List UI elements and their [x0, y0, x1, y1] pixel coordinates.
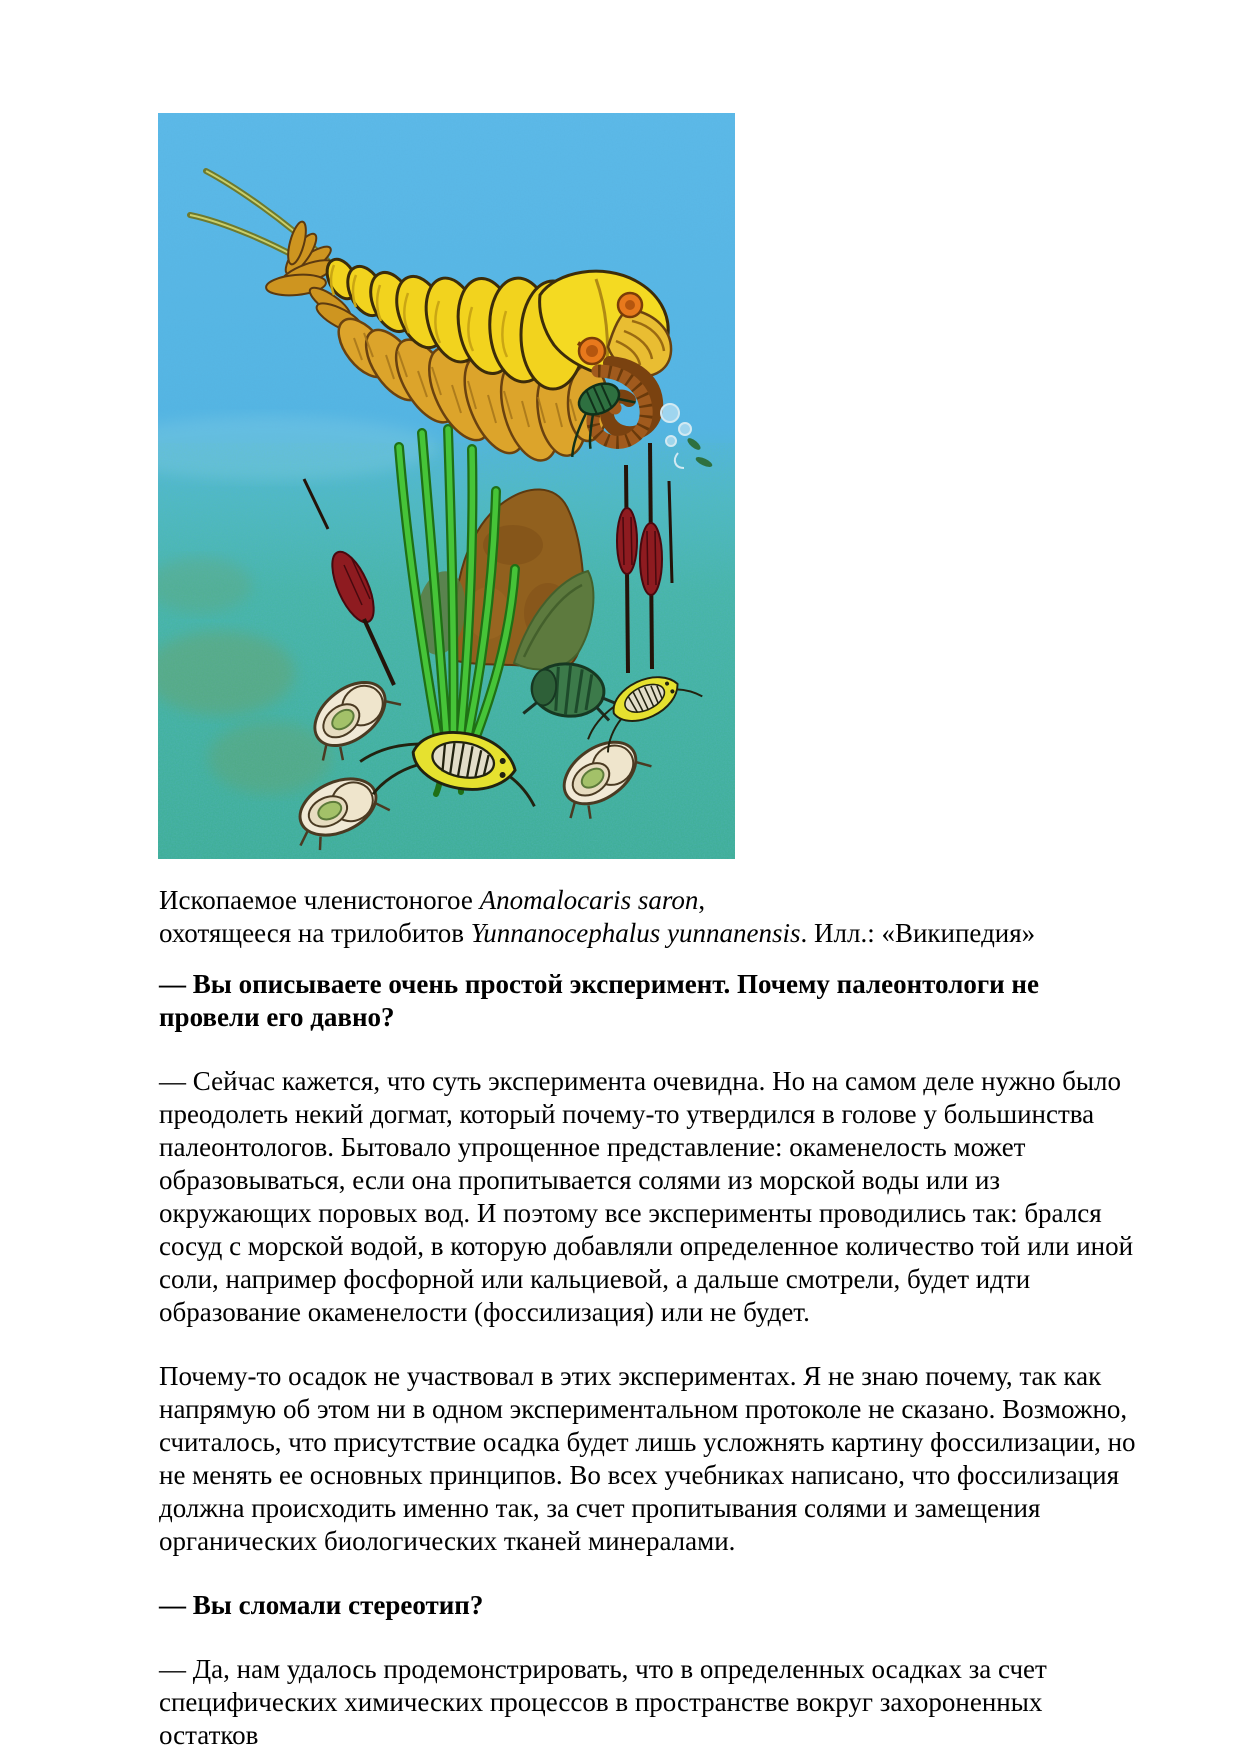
article-body — [159, 968, 1137, 1754]
illustration-caption — [159, 884, 1139, 950]
interview-answer-2-paragraph-1: — Да, нам удалось продемонстрировать, что в определенных осадках за счет специфических химических процессов в пространстве вокруг захороненных остатков — [159, 1654, 1047, 1750]
caption-text: Ископаемое членистоногое — [159, 885, 480, 915]
caption-credit: . Илл.: «Википедия» — [800, 918, 1036, 948]
interview-question-1: — Вы описываете очень простой эксперимент. Почему палеонтологи не провели его давно? — [159, 969, 1039, 1032]
caption-text: , — [698, 885, 706, 915]
species-name-italic: Anomalocaris saron — [479, 885, 699, 915]
caption-text: охотящееся на трилобитов — [159, 918, 471, 948]
interview-question-2: — Вы сломали стереотип? — [159, 1590, 484, 1620]
interview-answer-1-paragraph-2: Почему-то осадок не участвовал в этих экспериментах. Я не знаю почему, так как напрямую об этом ни в одном экспериментальном протоколе не сказано. Возможно, считалось, что присутствие осадка будет лишь усложнять картину фоссилизации, но не менять ее основных принципов. Во всех учебниках написано, что фоссилизация должна происходить именно так, за счет пропитывания солями и замещения органических биологических тканей минералами. — [159, 1361, 1136, 1556]
interview-answer-1-paragraph-1: — Сейчас кажется, что суть эксперимента очевидна. Но на самом деле нужно было преодолеть некий догмат, который почему-то утвердился в голове у большинства палеонтологов. Бытовало упрощенное представление: окаменелость может образовываться, если она пропитывается солями из морской воды или из окружающих поровых вод. И поэтому все эксперименты проводились так: брался сосуд с морской водой, в которую добавляли определенное количество той или иной соли, например фосфорной или кальциевой, а дальше смотрели, будет идти образование окаменелости (фоссилизация) или не будет. — [159, 1066, 1134, 1327]
species-name-italic: Yunnanocephalus yunnanensis — [470, 918, 801, 948]
fossil-illustration-canvas — [158, 113, 735, 859]
fossil-illustration — [158, 113, 735, 859]
